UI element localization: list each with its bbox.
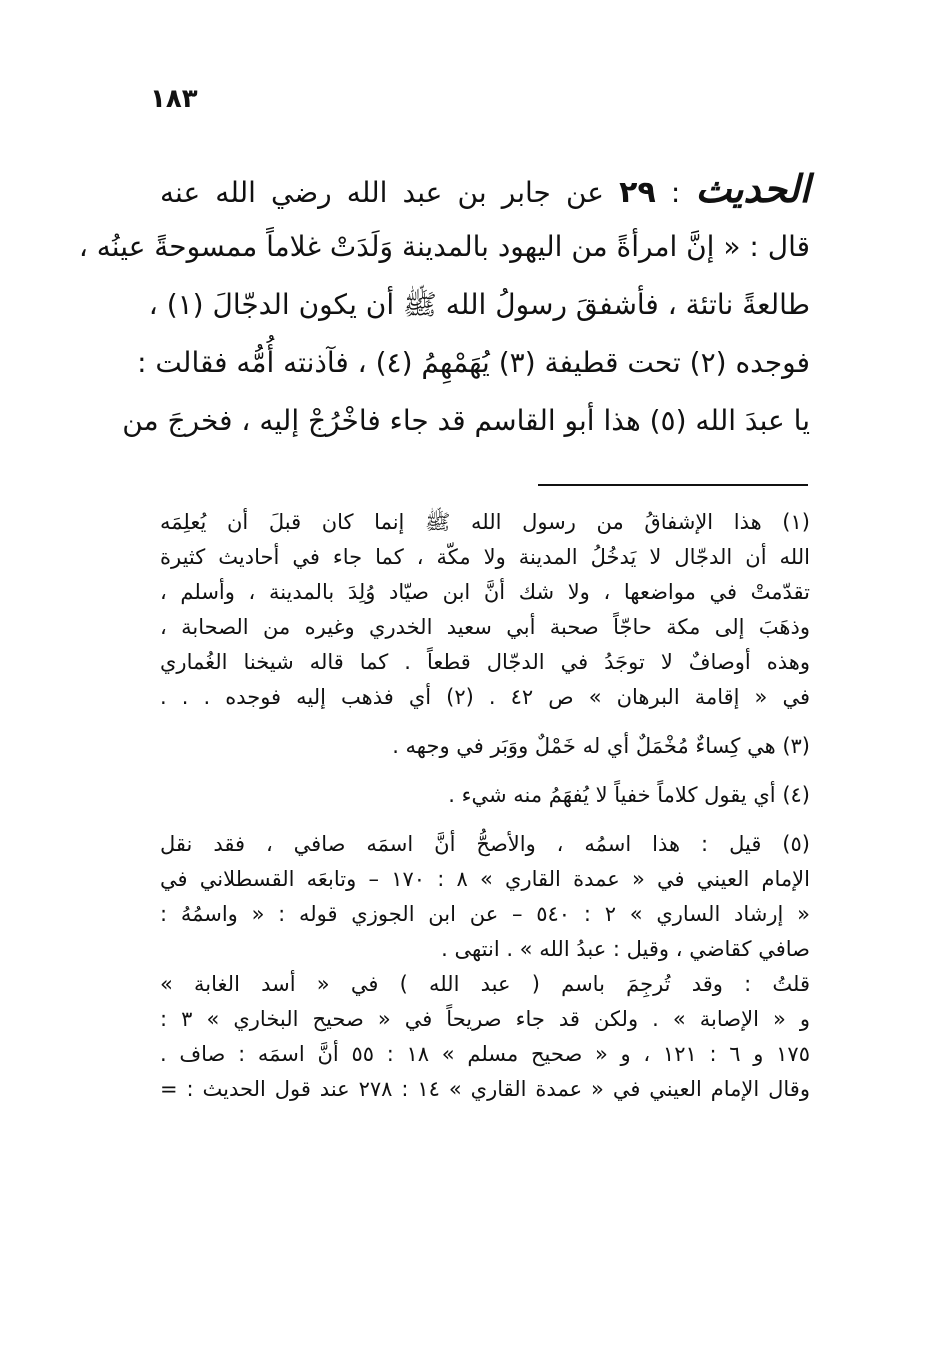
main-line-2: قال : « إنَّ امرأةً من اليهود بالمدينة وَلَدَتْ غلاماً ممسوحةً عينُه ، [78, 230, 810, 263]
main-line-5: يا عبدَ الله (٥) هذا أبو القاسم قد جاء فاخْرُجْ إليه ، فخرجَ من [122, 404, 810, 437]
footnote-divider [538, 484, 808, 486]
hadith-separator: : [655, 176, 696, 209]
footnote-1-line-6: في « إقامة البرهان » ص ٤٢ . (٢) أي فذهب إليه فوجده . . . [160, 685, 810, 709]
footnote-1-line-4: وذهَبَ إلى مكة حاجّاً صحبة أبي سعيد الخدري وغيره من الصحابة ، [160, 615, 810, 639]
footnote-1-line-2: الله أن الدجّال لا يَدخُلُ المدينة ولا مكّة ، كما جاء في أحاديث كثيرة [160, 545, 810, 569]
footnote-5-line-4: صافي كقاضي ، وقيل : عبدُ الله » . انتهى . [441, 937, 810, 961]
main-line-1-text: عن جابر بن عبد الله رضي الله عنه [160, 176, 605, 209]
note-line-3: ١٧٥ و ٦ : ١٢١ ، و « صحيح مسلم » ١٨ : ٥٥ أنَّ اسمَه : صاف . [160, 1042, 810, 1066]
main-line-1 [160, 160, 810, 218]
footnote-1-line-3: تقدّمتْ في مواضعها ، ولا شك أنَّ ابن صيّاد وُلِدَ بالمدينة ، وأسلم ، [160, 580, 810, 604]
note-line-4: وقال الإمام العيني في « عمدة القاري » ١٤ : ٢٧٨ عند قول الحديث : = [160, 1077, 810, 1101]
footnote-3: (٣) هي كِساءٌ مُخْمَلٌ أي له خَمْلٌ ووَبَر في وجهه . [392, 734, 810, 758]
main-text [78, 160, 811, 450]
footnote-5-line-1: (٥) قيل : هذا اسمُه ، والأصحُّ أنَّ اسمَه صافي ، فقد نقل [160, 832, 810, 856]
footnote-4: (٤) أي يقول كلاماً خفياً لا يُفهَمُ منه شيء . [448, 783, 810, 807]
main-line-4: فوجده (٢) تحت قطيفة (٣) يُهَمْهِمُ (٤) ، فآذنته أُمُّه فقالت : [137, 346, 810, 379]
footnote-5-line-3: « إرشاد الساري » ٢ : ٥٤٠ – عن ابن الجوزي قوله : « واسمُهُ : [160, 902, 810, 926]
footnote-1-line-1: (١) هذا الإشفاقُ من رسول الله ﷺ إنما كان قبلَ أن يُعلِمَه [160, 510, 810, 534]
note-line-1: قلتُ : وقد تُرجِمَ باسم ( عبد الله ) في « أسد الغابة » [160, 972, 810, 996]
footnotes [160, 505, 810, 1107]
main-line-3: طالعةً ناتئة ، فأشفقَ رسولُ الله ﷺ أن يكون الدجّالَ (١) ، [148, 288, 810, 321]
note-line-2: و « الإصابة » . ولكن قد جاء صريحاً في « صحيح البخاري » ٣ : [160, 1007, 810, 1031]
footnote-5-line-2: الإمام العيني في « عمدة القاري » ٨ : ١٧٠ – وتابعَه القسطلاني في [160, 867, 810, 891]
page-number: ١٨٣ [150, 84, 198, 114]
hadith-number: ٢٩ [619, 175, 656, 210]
footnote-1-line-5: وهذه أوصافٌ لا توجَدُ في الدجّال قطعاً . كما قاله شيخنا الغُماري [160, 650, 810, 674]
hadith-heading: الحديث [695, 166, 811, 211]
